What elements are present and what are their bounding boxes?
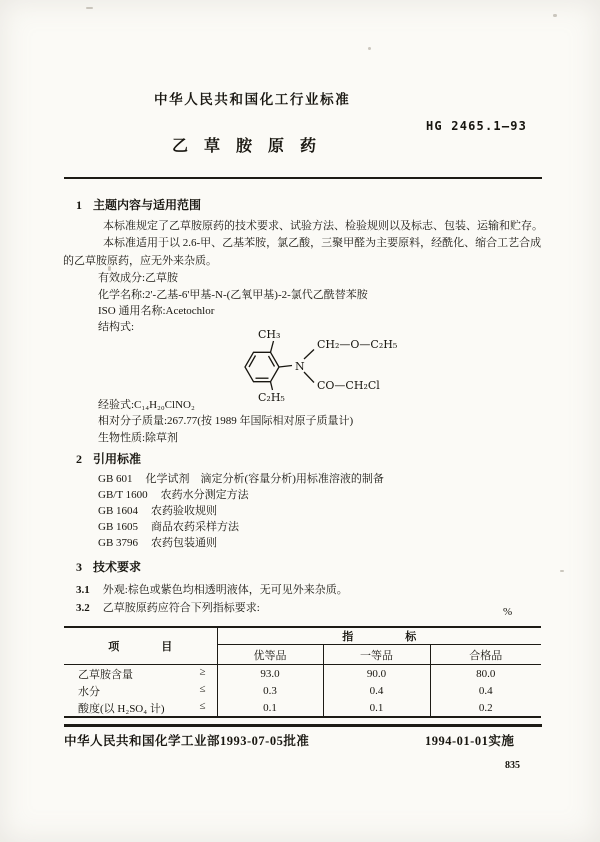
grade-header-first: 一等品 <box>323 645 430 665</box>
scan-speck <box>86 7 93 9</box>
row-item-cell <box>64 682 217 699</box>
row-value: 0.4 <box>323 682 430 699</box>
table-unit-label: % <box>503 606 513 618</box>
structure-diagram <box>228 326 408 406</box>
row-value: 80.0 <box>476 667 496 680</box>
row-item-operator: ≤ <box>199 699 206 712</box>
row-item-operator: ≥ <box>199 665 206 678</box>
reference-code: GB/T 1600 <box>98 489 148 501</box>
index-header-cell <box>217 627 541 645</box>
application-paragraph: 本标准适用于以 2.6-甲、乙基苯胺，氯乙酸，三聚甲醛为主要原料，经酰化、缩合工艺合成的乙草胺原药，应无外来杂质。 <box>63 237 542 267</box>
reference-item <box>98 470 384 486</box>
approval-statement: 中华人民共和国化学工业部1993-07-05批准 <box>64 734 310 748</box>
section-3-title: 技术要求 <box>93 560 142 574</box>
ether-chain-label: CH₂—O—C₂H₅ <box>317 338 398 351</box>
reference-title: 农药验收规则 <box>151 505 218 517</box>
section-2-number: 2 <box>76 452 82 466</box>
clause-3-1-text: 外观:棕色或紫色均相透明液体，无可见外来杂质。 <box>102 584 348 596</box>
page-number: 835 <box>505 760 520 771</box>
row-item-operator: ≤ <box>199 682 206 695</box>
nitrogen-label: N <box>295 360 305 373</box>
scan-speck <box>560 570 564 572</box>
reference-title: 农药水分测定方法 <box>160 489 249 501</box>
reference-item <box>98 534 217 550</box>
row-value: 0.1 <box>217 699 323 717</box>
row-value: 0.1 <box>323 699 430 717</box>
row-item-name: 水分 <box>78 685 100 698</box>
section-3-number: 3 <box>76 560 82 574</box>
header-rule <box>64 177 542 179</box>
row-value: 90.0 <box>323 665 430 683</box>
spec-table <box>64 626 541 718</box>
row-item-name: 乙草胺含量 <box>78 668 133 681</box>
implementation-date: 1994-01-01实施 <box>425 734 515 748</box>
section-2-title: 引用标准 <box>93 452 142 466</box>
acyl-chain-label: CO—CH₂Cl <box>317 379 380 392</box>
reference-code: GB 3796 <box>98 537 139 549</box>
reference-title: 农药包装通则 <box>151 537 218 549</box>
item-header-label: 项目 <box>108 641 215 653</box>
clause-3-2 <box>76 599 260 615</box>
iso-name-line: ISO 通用名称:Acetochlor <box>98 305 215 317</box>
molecular-weight-line: 相对分子质量:267.77(按 1989 年国际相对原子质量计) <box>98 415 354 427</box>
methyl-label: CH₃ <box>258 328 281 341</box>
table-row <box>64 699 541 717</box>
section-3-heading <box>76 558 141 575</box>
reference-code: GB 601 <box>98 473 133 485</box>
table-row <box>64 682 541 699</box>
index-header-label: 指标 <box>342 631 469 643</box>
chemical-name-line: 化学名称:2'-乙基-6'甲基-N-(乙氧甲基)-2-氯代乙酰替苯胺 <box>98 289 368 301</box>
clause-3-2-number: 3.2 <box>76 602 90 614</box>
row-item-cell <box>64 699 217 717</box>
row-value: 0.4 <box>478 684 493 697</box>
table-row <box>64 665 541 683</box>
reference-title: 商品农药采样方法 <box>151 521 240 533</box>
row-value: 93.0 <box>217 665 323 683</box>
section-1-number: 1 <box>76 198 82 212</box>
footer-rule <box>64 724 542 727</box>
reference-item <box>98 518 239 534</box>
row-item-name: 酸度(以 H₂SO₄ 计) <box>78 702 165 715</box>
reference-item <box>98 502 217 518</box>
document-title: 乙草胺原药 <box>172 138 333 155</box>
clause-3-1 <box>76 581 348 597</box>
empirical-formula-line: 经验式:C₁₄H₂₀ClNO₂ <box>98 399 195 411</box>
bio-property-line: 生物性质:除草剂 <box>98 432 179 444</box>
clause-3-2-text: 乙草胺原药应符合下列指标要求: <box>102 602 260 614</box>
scan-speck <box>368 47 371 50</box>
reference-code: GB 1604 <box>98 505 139 517</box>
row-value: 0.3 <box>217 682 323 699</box>
standard-number: HG 2465.1—93 <box>426 119 528 133</box>
active-ingredient-line: 有效成分:乙草胺 <box>98 272 179 284</box>
scope-paragraph: 本标准规定了乙草胺原药的技术要求、试验方法、检验规则以及标志、包装、运输和贮存。 <box>103 220 543 232</box>
item-header-cell <box>64 627 217 665</box>
grade-header-qualified: 合格品 <box>430 645 541 665</box>
section-1-title: 主题内容与适用范围 <box>93 198 202 212</box>
row-item-cell <box>64 665 217 683</box>
ethyl-label: C₂H₅ <box>258 391 285 404</box>
structure-label: 结构式: <box>98 321 135 333</box>
clause-3-1-number: 3.1 <box>76 584 90 596</box>
section-1-heading <box>76 196 201 213</box>
section-2-heading <box>76 450 141 467</box>
scan-speck <box>553 14 557 17</box>
table-header-row-1 <box>64 627 541 645</box>
reference-title: 化学试剂 滴定分析(容量分析)用标准溶液的制备 <box>145 473 384 485</box>
standard-org-title: 中华人民共和国化工行业标准 <box>154 92 351 107</box>
reference-code: GB 1605 <box>98 521 139 533</box>
reference-item <box>98 486 249 502</box>
row-value: 0.2 <box>478 701 493 714</box>
grade-header-premium: 优等品 <box>217 645 323 665</box>
